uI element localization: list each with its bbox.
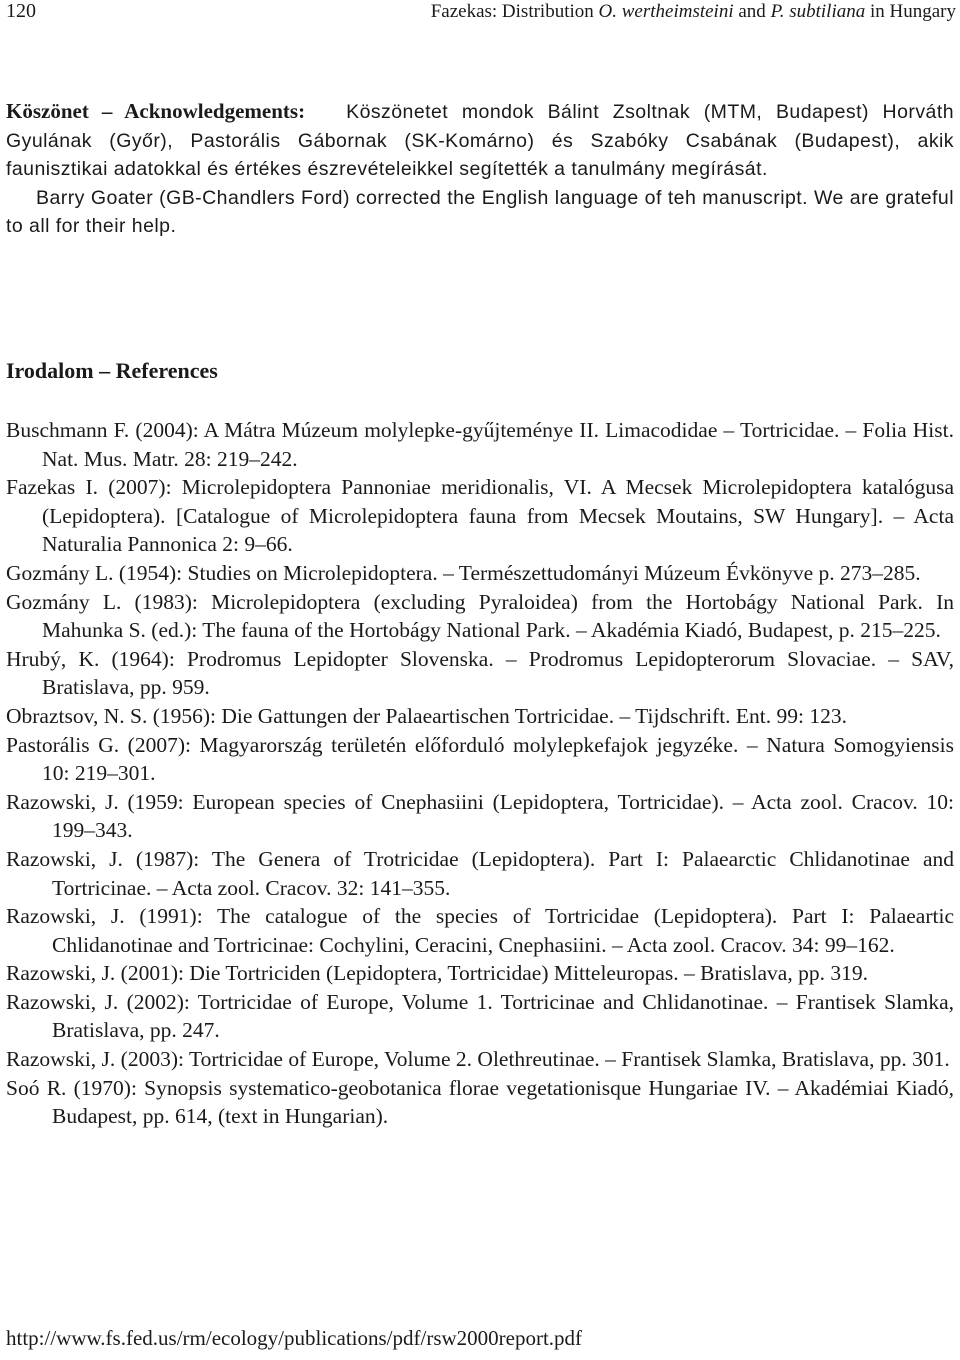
running-title <box>151 1 956 23</box>
running-title-species-1: O. wertheimsteini <box>598 1 734 22</box>
references-heading: Irodalom – References <box>6 358 218 383</box>
acknowledgements-hungarian-text: Köszönetet mondok Bálint Zsoltnak (MTM, Budapest) Horváth Gyulának (Győr), Pastorális Gábornak (SK-Komárno) és Szabóky Csabának (Budapest), akik faunisztikai adatokkal és értékes észrevételeikkel segítették a tanulmány megírását. <box>6 101 954 180</box>
acknowledgements-section <box>6 97 954 241</box>
acknowledgements-english: Barry Goater (GB-Chandlers Ford) corrected the English language of teh manuscript. We are grateful to all for their help. <box>6 186 954 237</box>
references-list <box>6 416 954 1131</box>
reference-item: Fazekas I. (2007): Microlepidoptera Pannoniae meridionalis, VI. A Mecsek Microlepidoptera katalógusa (Lepidoptera). [Catalogue of Microlepidoptera fauna from Mecsek Moutains, SW Hungary]. – Acta Naturalia Pannonica 2: 9–66. <box>6 475 954 557</box>
reference-item: Razowski, J. (1991): The catalogue of the species of Tortricidae (Lepidoptera). Part I: Palaeartic Chlidanotinae and Tortricinae: Cochylini, Ceracini, Cnephasiini. – Acta zool. Cracov. 34: 99–162. <box>6 904 954 957</box>
reference-item: Razowski, J. (2002): Tortricidae of Europe, Volume 1. Tortricinae and Chlidanotinae. – Frantisek Slamka, Bratislava, pp. 247. <box>6 989 954 1043</box>
running-header <box>6 0 956 24</box>
reference-item: Gozmány L. (1983): Microlepidoptera (excluding Pyraloidea) from the Hortobágy National Park. In Mahunka S. (ed.): The fauna of the Hortobágy National Park. – Akadémia Kiadó, Budapest, p. 215–225. <box>6 589 954 643</box>
reference-item: Razowski, J. (1987): The Genera of Trotricidae (Lepidoptera). Part I: Palaearctic Chlidanotinae and Tortricinae. – Acta zool. Cracov. 32: 141–355. <box>6 846 954 900</box>
acknowledgements-label: Köszönet – Acknowledgements: <box>6 99 306 123</box>
reference-item: Obraztsov, N. S. (1956): Die Gattungen der Palaeartischen Tortricidae. – Tijdschrift. Ent. 99: 123. <box>6 703 848 728</box>
page-number: 120 <box>6 0 36 22</box>
reference-item: Hrubý, K. (1964): Prodromus Lepidopter Slovenska. – Prodromus Lepidopterorum Slovaciae. – SAV, Bratislava, pp. 959. <box>6 646 954 700</box>
running-title-suffix: in Hungary <box>865 1 956 22</box>
running-title-prefix: Fazekas: Distribution <box>430 1 599 22</box>
acknowledgements-hungarian <box>6 97 954 184</box>
footer-url: http://www.fs.fed.us/rm/ecology/publications/pdf/rsw2000report.pdf <box>6 1326 583 1350</box>
running-title-species-2: P. subtiliana <box>770 1 866 22</box>
reference-item: Gozmány L. (1954): Studies on Microlepidoptera. – Természettudományi Múzeum Évkönyve p. 273–285. <box>6 560 921 585</box>
reference-item: Buschmann F. (2004): A Mátra Múzeum molylepke-gyűjteménye II. Limacodidae – Tortricidae. – Folia Hist. Nat. Mus. Matr. 28: 219–242. <box>6 418 954 471</box>
reference-item: Soó R. (1970): Synopsis systematico-geobotanica florae vegetationisque Hungariae IV. – Akadémiai Kiadó, Budapest, pp. 614, (text in Hungarian). <box>6 1075 954 1129</box>
reference-item: Pastorális G. (2007): Magyarország területén előforduló molylepkefajok jegyzéke. – Natura Somogyiensis 10: 219–301. <box>6 732 954 786</box>
reference-item: Razowski, J. (2003): Tortricidae of Europe, Volume 2. Olethreutinae. – Frantisek Slamka, Bratislava, pp. 301. <box>6 1047 950 1072</box>
running-title-conjunction: and <box>733 1 771 22</box>
reference-item: Razowski, J. (1959: European species of Cnephasiini (Lepidoptera, Tortricidae). – Acta zool. Cracov. 10: 199–343. <box>6 789 954 843</box>
reference-item: Razowski, J. (2001): Die Tortriciden (Lepidoptera, Tortricidae) Mitteleuropas. – Bratislava, pp. 319. <box>6 961 868 986</box>
